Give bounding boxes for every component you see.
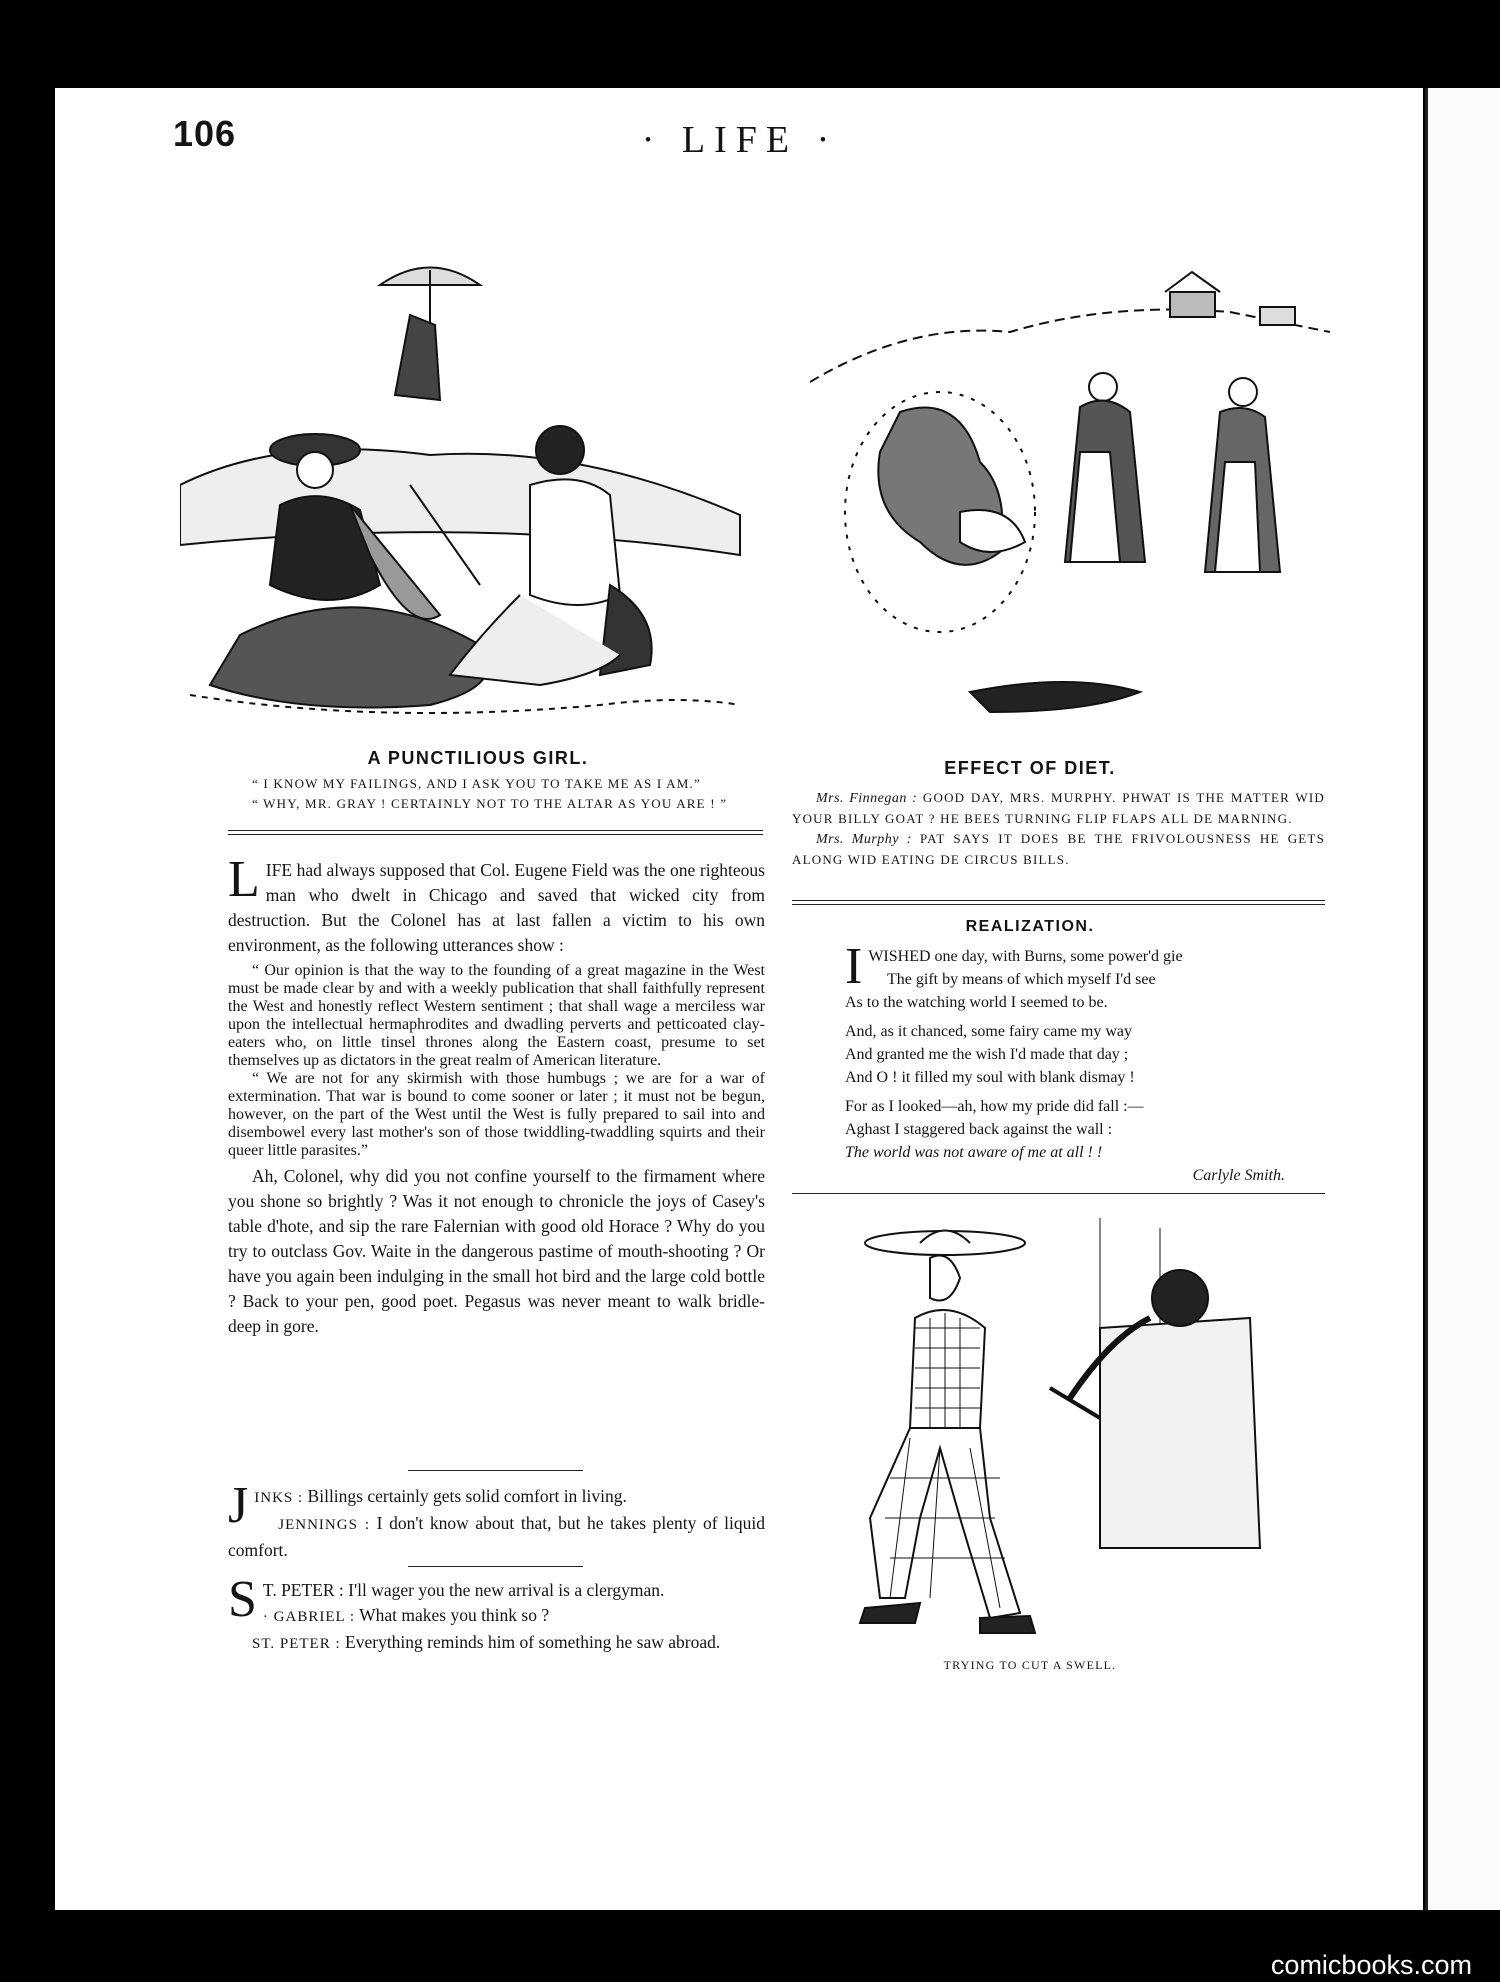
poem-title: REALIZATION. <box>965 918 1095 935</box>
effect-of-diet-illustration <box>810 262 1330 752</box>
poem-author: Carlyle Smith. <box>1192 1167 1285 1184</box>
separator <box>792 1193 1325 1194</box>
jinks-drop-cap: J <box>228 1477 249 1534</box>
separator <box>792 900 1325 905</box>
watermark-brand: comicbooks.com <box>1270 1950 1472 1980</box>
cartoon2-title: EFFECT OF DIET. <box>944 758 1116 778</box>
separator <box>408 1470 583 1471</box>
stpeter-speaker-2: ST. PETER : <box>252 1636 341 1652</box>
editorial-para1: LIFE had always supposed that Col. Eugene Field was the one righteous man who dwelt in Chicago and saved that wicked city from destruction. But the Colonel has at last fallen a victim to his own environment, as the following utterances show : <box>228 851 765 955</box>
stpeter-speaker: T. PETER : <box>262 1580 344 1600</box>
editorial-quote1: “ Our opinion is that the way to the founding of a great magazine in the West must be made clear by and with a weekly publication that shall faithfully represent the West and honestly reflect Western sentiment ; that shall wage a merciless war upon the intellectual hermaphrodites and dwadling perverts and petticoated clay-eaters who, on little tinsel thrones along the Eastern coast, presume to set themselves up as dictators in the great realm of American literature. <box>228 962 765 1069</box>
jennings-speaker: JENNINGS : <box>278 1517 371 1533</box>
murphy-speaker: Mrs. Murphy : <box>816 832 912 847</box>
cartoon1-title: A PUNCTILIOUS GIRL. <box>367 748 589 768</box>
gabriel-speaker: · GABRIEL : <box>262 1609 356 1625</box>
editorial-para2: Ah, Colonel, why did you not confine yourself to the firmament where you shone so brightly ? Was it not enough to chronicle the joys of Casey's table d'hote, and sip the rare Falernian with good old Horace ? Why do you try to outclass Gov. Waite in the dangerous pastime of mouth-shooting ? Or have you again been indulging in the small hot bird and the large cold bottle ? Back to your pen, good poet. Pegasus was never meant to walk bridle-deep in gore. <box>228 1166 765 1336</box>
separator <box>228 830 763 835</box>
separator <box>408 1566 583 1567</box>
page-number: 106 <box>173 113 237 154</box>
poem-drop-cap: I <box>845 938 863 995</box>
punctilious-girl-illustration <box>180 255 770 735</box>
editorial-drop-cap: L <box>228 851 260 908</box>
cartoon1-line2: “ WHY, MR. GRAY ! CERTAINLY NOT TO THE ALTAR AS YOU ARE ! ” <box>252 796 728 811</box>
masthead: · LIFE · <box>641 119 839 161</box>
jinks-joke: JINKS : Billings certainly gets solid comfort in living. JENNINGS : I don't know about that, but he takes plenty of liquid comfort. <box>228 1477 766 1560</box>
editorial-section <box>228 851 765 1339</box>
trying-to-cut-a-swell-illustration <box>830 1218 1270 1658</box>
cartoon3-caption: TRYING TO CUT A SWELL. <box>943 1658 1117 1672</box>
stpeter-drop-cap: S <box>228 1571 257 1628</box>
poem-realization: IWISHED one day, with Burns, some power'd gie The gift by means of which myself I'd see As to the watching world I seemed to be. And, as it chanced, some fairy came my way And granted me the wish I'd made that day ; And O ! it filled my soul with blank dismay ! For as I looked—ah, how my pride did fall :— Aghast I staggered back against the wall : The world was not aware of me at all ! ! Carlyle Smith. <box>845 945 1285 1187</box>
finnegan-speaker: Mrs. Finnegan : <box>816 791 918 806</box>
facing-page-edge <box>1425 88 1500 1910</box>
cartoon2-dialogue: Mrs. Finnegan : GOOD DAY, MRS. MURPHY. PHWAT IS THE MATTER WID YOUR BILLY GOAT ? HE BEES TURNING FLIP FLAPS ALL DE MARNING. Mrs. Murphy : PAT SAYS IT DOES BE THE FRIVOLOUSNESS HE GETS ALONG WID EATING DE CIRCUS BILLS. <box>792 790 1326 867</box>
jinks-speaker: INKS : <box>254 1490 304 1506</box>
cartoon1-dialogue <box>228 774 763 814</box>
stpeter-joke: S T. PETER : I'll wager you the new arrival is a clergyman. · GABRIEL : What makes you think so ? ST. PETER : Everything reminds him of something he saw abroad. <box>228 1571 721 1652</box>
cartoon1-line1: “ I KNOW MY FAILINGS, AND I ASK YOU TO TAKE ME AS I AM.” <box>252 776 701 791</box>
editorial-quote2: “ We are not for any skirmish with those humbugs ; we are for a war of extermination. That war is bound to come sooner or later ; it must not be begun, however, on the part of the West until the West is fully prepared to sail into and disembowel every last mother's son of those twiddling-twaddling squirts and their queer little parasites.” <box>228 1070 765 1159</box>
